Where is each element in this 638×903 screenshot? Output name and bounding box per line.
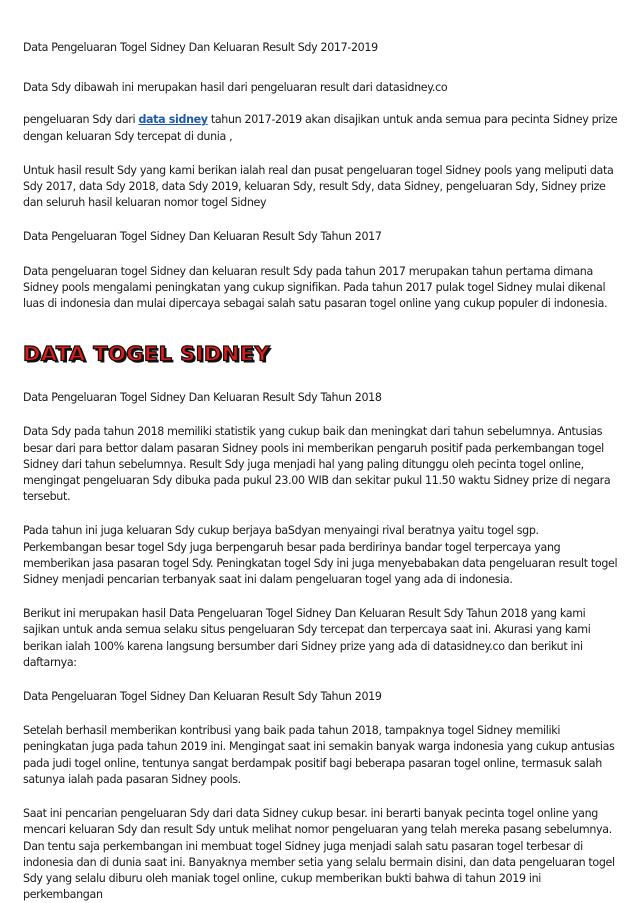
link-paragraph-before: pengeluaran Sdy dari [23,113,139,127]
paragraph-2019-b: Saat ini pencarian pengeluaran Sdy dari data Sidney cukup besar. ini berarti banyak pecinta togel online yang mencari keluaran Sdy dan result Sdy untuk melihat nomor pengeluaran yang telah mereka pasang sebelumnya. Dan tentu saja perkembangan ini membuat togel Sidney juga menjadi salah satu pasaran togel terbesar di indonesia dan di dunia saat ini. Banyaknya member setia yang selalu bermain disini, dan data pengeluaran togel Sdy yang selalu diburu oleh maniak togel online, cukup memberikan bukti bahwa di tahun 2019 ini perkembangan [23,807,615,902]
link-paragraph-after: tahun 2017-2019 akan disajikan untuk anda semua para pecinta Sidney prize dengan keluaran Sdy tercepat di dunia , [23,113,618,143]
paragraph-2018-a: Data Sdy pada tahun 2018 memiliki statistik yang cukup baik dan meningkat dari tahun sebelumnya. Antusias besar dari para bettor dalam pasaran Sidney pools ini memberikan pengaruh positif pada perkembangan togel Sidney dari tahun sebelumnya. Result Sdy juga menjadi hal yang paling ditunggu oleh pecinta togel online, mengingat pengeluaran Sdy dibuka pada pukul 23.00 WIB dan sekitar pukul 11.50 waktu Sidney prize di negara tersebut. [23,425,611,504]
data-sidney-link[interactable]: data sidney [138,113,208,127]
link-paragraph [23,112,618,144]
banner-text: DATA TOGEL SIDNEY [23,342,271,366]
main-heading: Data Pengeluaran Togel Sidney Dan Keluaran Result Sdy 2017-2019 [23,41,378,54]
paragraph-2018-c: Berikut ini merupakan hasil Data Pengeluaran Togel Sidney Dan Keluaran Result Sdy Tahun 2018 yang kami sajikan untuk anda semua selaku situs pengeluaran Sdy tercepat dan terpercaya saat ini. Akurasi yang kami berikan ialah 100% karena langsung bersumber dari Sidney prize yang ada di datasidney.co dan berikut ini daftarnya: [23,607,591,669]
paragraph-2019-a: Setelah berhasil memberikan kontribusi yang baik pada tahun 2018, tampaknya togel Sidney memiliki peningkatan juga pada tahun 2019 ini. Mengingat saat ini semakin banyak warga indonesia yang cukup antusias pada judi togel online, tentunya sangat berdampak positif bagi beberapa pasaran togel online, termasuk salah satunya ialah pada pasaran Sidney pools. [23,724,615,786]
result-paragraph: Untuk hasil result Sdy yang kami berikan ialah real dan pusat pengeluaran togel Sidney pools yang meliputi data Sdy 2017, data Sdy 2018, data Sdy 2019, keluaran Sdy, result Sdy, data Sidney, pengeluaran Sdy, Sidney prize dan seluruh hasil keluaran nomor togel Sidney [23,163,614,210]
heading-2018: Data Pengeluaran Togel Sidney Dan Keluaran Result Sdy Tahun 2018 [23,391,382,405]
heading-2019: Data Pengeluaran Togel Sidney Dan Keluaran Result Sdy Tahun 2019 [23,690,382,704]
heading-2017: Data Pengeluaran Togel Sidney Dan Keluaran Result Sdy Tahun 2017 [23,230,382,244]
paragraph-2018-b: Pada tahun ini juga keluaran Sdy cukup berjaya baSdyan menyaingi rival beratnya yaitu togel sgp. Perkembangan besar togel Sdy juga berpengaruh besar pada berdirinya bandar togel terpercaya yang memberikan jasa pasaran togel Sdy. Peningkatan togel Sdy ini juga menyebabakan data pengeluaran result togel Sidney menjadi pencarian terbanyak saat ini dalam pengeluaran togel yang ada di indonesia. [23,524,618,587]
intro-paragraph: Data Sdy dibawah ini merupakan hasil dari pengeluaran result dari datasidney.co [23,81,448,95]
paragraph-2017: Data pengeluaran togel Sidney dan keluaran result Sdy pada tahun 2017 merupakan tahun pertama dimana Sidney pools mengalami peningkatan yang cukup signifikan. Pada tahun 2017 pulak togel Sidney mulai dikenal luas di indonesia dan mulai dipercaya sebagai salah satu pasaran togel online yang cukup populer di indonesia. [23,264,608,311]
data-togel-sidney-banner [23,334,618,374]
